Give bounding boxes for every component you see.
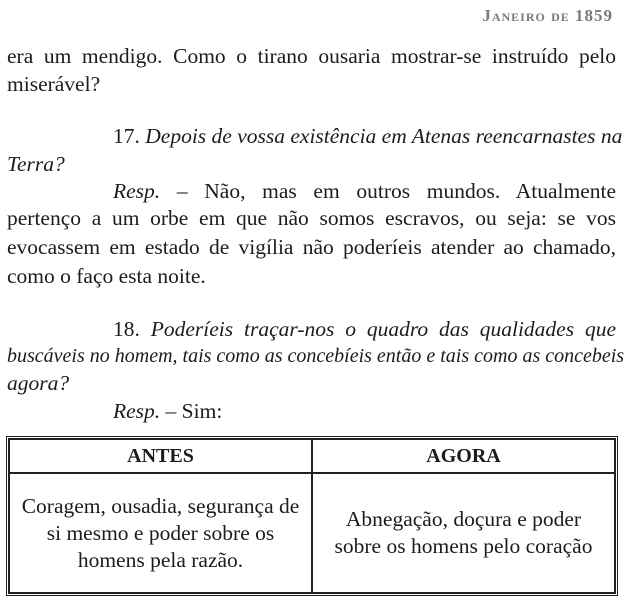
question-18-line bbox=[7, 343, 625, 370]
answer-17-line: como o faço esta noite. bbox=[7, 264, 206, 288]
question-text: Depois de vossa existência em Atenas reencarnastes na bbox=[145, 124, 623, 148]
cell-line: homens pela razão. bbox=[77, 547, 244, 572]
table-cell-antes bbox=[9, 473, 312, 593]
question-text: buscáveis no homem, tais como as concebíeis então e tais como as concebeis bbox=[7, 345, 625, 367]
table-header-agora: AGORA bbox=[312, 439, 615, 473]
cell-line: sobre os homens pelo coração bbox=[334, 534, 593, 558]
question-18-line bbox=[7, 316, 616, 343]
answer-17-line bbox=[7, 178, 616, 205]
question-18-line bbox=[7, 370, 616, 397]
question-17-line bbox=[7, 123, 623, 150]
resp-label: Resp. bbox=[113, 179, 161, 203]
answer-text: – Não, mas em outros mundos. Atualmente bbox=[176, 179, 617, 203]
answer-17-line: evocassem em estado de vigília não poderíeis atender ao chamado, bbox=[7, 235, 616, 259]
text-line: miserável? bbox=[7, 72, 101, 96]
text-line: era um mendigo. Como o tirano ousaria mostrar-se instruído pelo bbox=[7, 44, 616, 68]
table-cell-agora bbox=[312, 473, 615, 593]
answer-17-line: pertenço a um orbe em que não somos escravos, ou seja: se vos bbox=[7, 206, 616, 230]
running-header: Janeiro de 1859 bbox=[482, 6, 613, 25]
comparison-table bbox=[6, 436, 618, 596]
answer-18-line bbox=[7, 398, 616, 425]
cell-line: Coragem, ousadia, segurança de bbox=[21, 493, 300, 518]
question-text: Terra? bbox=[7, 152, 65, 176]
question-17-line bbox=[7, 151, 616, 178]
answer-text: – Sim: bbox=[165, 399, 223, 423]
cell-line: Abnegação, doçura e poder bbox=[345, 507, 582, 531]
resp-label: Resp. bbox=[113, 399, 161, 423]
question-text: agora? bbox=[7, 371, 70, 395]
question-number: 17. bbox=[113, 124, 140, 148]
question-text: Poderíeis traçar-nos o quadro das qualidades que bbox=[150, 317, 617, 341]
table-header-antes: ANTES bbox=[9, 439, 312, 473]
cell-line: si mesmo e poder sobre os bbox=[46, 520, 275, 545]
question-number: 18. bbox=[113, 317, 140, 341]
